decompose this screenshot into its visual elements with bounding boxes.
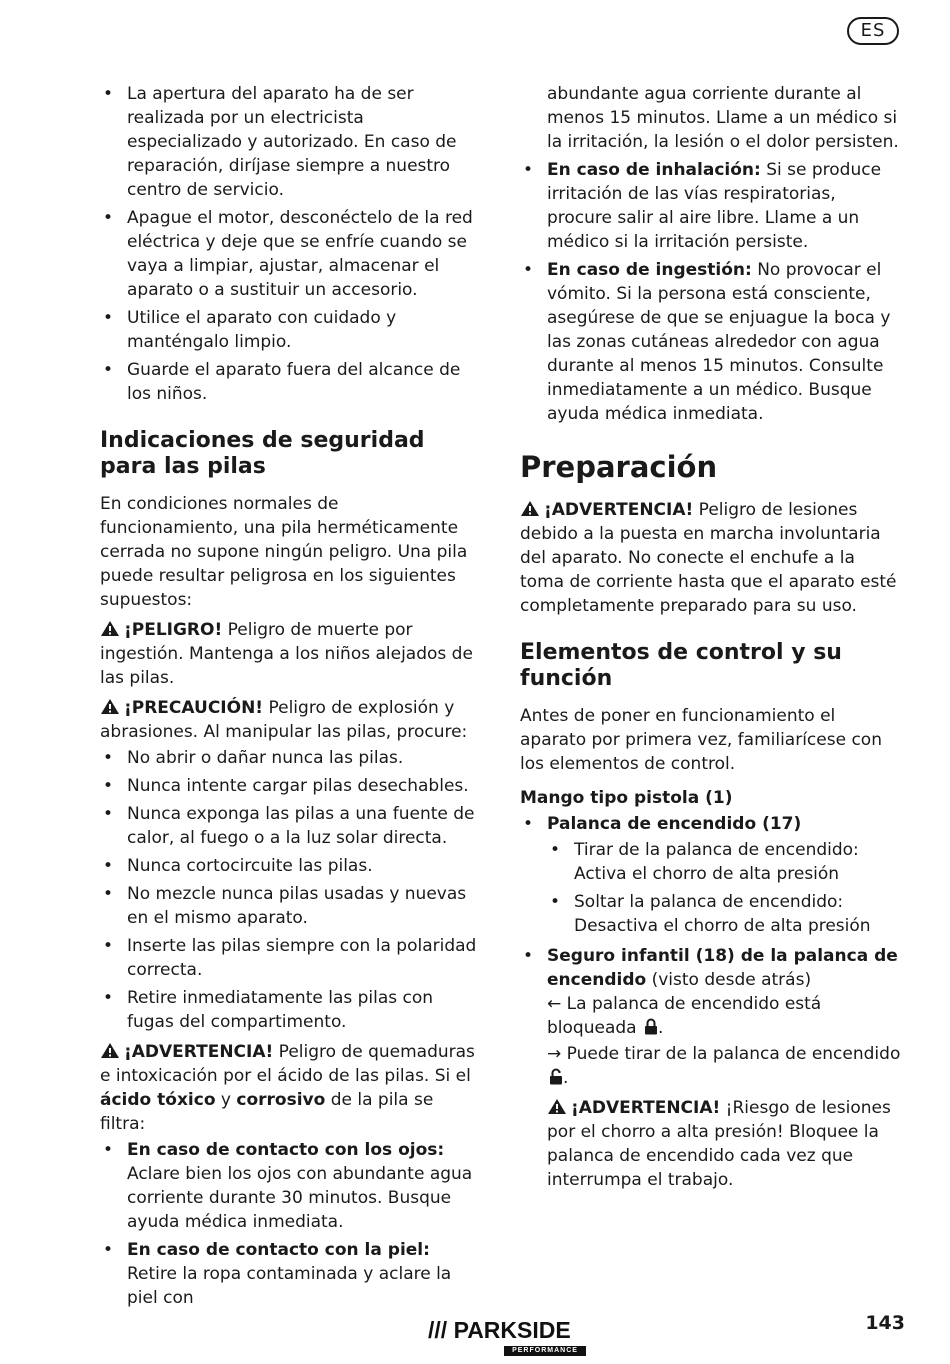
period: .: [563, 1068, 569, 1088]
list-item: • Utilice el aparato con cuidado y manténgalo limpio.: [100, 306, 480, 354]
list-item: • No mezcle nunca pilas usadas y nuevas en el mismo aparato.: [100, 882, 480, 930]
list-item: [520, 812, 904, 938]
lock-closed-icon: [644, 1018, 658, 1035]
brand-wordmark: [428, 1316, 588, 1344]
language-badge: ES: [847, 17, 899, 45]
warning-triangle-icon: [520, 500, 540, 517]
list-item: • Retire inmediatamente las pilas con fugas del compartimento.: [100, 986, 480, 1034]
period: .: [657, 1018, 664, 1038]
first-aid-list: [100, 1138, 480, 1310]
skin-text: Retire la ropa contaminada y aclare la piel con: [127, 1264, 452, 1308]
list-item: [520, 944, 904, 1192]
list-item: • Inserte las pilas siempre con la polaridad correcta.: [100, 934, 480, 982]
controls-list: [520, 812, 904, 1192]
warning-text: y: [215, 1090, 237, 1110]
list-item: [520, 258, 904, 426]
arrow-right-icon: →: [547, 1044, 562, 1064]
warning-text: de la pila se filtra:: [100, 1090, 434, 1134]
final-warning-paragraph: [547, 1096, 904, 1192]
list-item: • Soltar la palanca de encendido: Desactiva el chorro de alta presión: [547, 890, 904, 938]
warning-triangle-icon: [100, 698, 120, 715]
unlocked-text: Puede tirar de la palanca de encendido: [561, 1044, 901, 1064]
lock-open-icon: [549, 1068, 563, 1085]
list-item: • No abrir o dañar nunca las pilas.: [100, 746, 480, 770]
warning-triangle-icon: [100, 620, 120, 637]
warning-text: Peligro de quemaduras e intoxicación por el ácido de las pilas. Si el: [100, 1042, 475, 1086]
battery-intro-paragraph: En condiciones normales de funcionamiento, una pila herméticamente cerrada no supone ningún peligro. Una pila puede resultar peligrosa en los siguientes supuestos:: [100, 494, 468, 610]
skin-text-continued: abundante agua corriente durante al menos 15 minutos. Llame a un médico si la irritación, la lesión o el dolor persisten.: [547, 84, 899, 152]
brand-slashes: ///: [428, 1317, 448, 1343]
battery-safety-heading: Indicaciones de seguridad para las pilas: [100, 428, 425, 479]
arrow-left-icon: ←: [547, 994, 562, 1014]
inhalation-label: En caso de inhalación:: [547, 160, 761, 180]
list-item: • Nunca cortocircuite las pilas.: [100, 854, 480, 878]
page-number: 143: [865, 1312, 905, 1334]
corrosive-term: corrosivo: [236, 1090, 326, 1110]
acid-warning-paragraph: [100, 1040, 480, 1136]
list-item: [520, 158, 904, 254]
warning-text: Peligro de lesiones debido a la puesta en marcha involuntaria del aparato. No conecte el enchufe a la toma de corriente hasta que el aparato esté completamente preparado para su uso.: [520, 500, 897, 616]
list-item: • Nunca exponga las pilas a una fuente de calor, al fuego o a la luz solar directa.: [100, 802, 480, 850]
controls-heading: Elementos de control y su función: [520, 640, 842, 691]
warning-label: ¡ADVERTENCIA!: [544, 500, 694, 520]
list-item: [100, 1138, 480, 1234]
brand-name: PARKSIDE: [453, 1317, 571, 1343]
trigger-label: Palanca de encendido (17): [547, 814, 802, 834]
warning-label: ¡ADVERTENCIA!: [571, 1098, 721, 1118]
caution-bullet-list: [100, 746, 480, 1034]
warning-label: ¡ADVERTENCIA!: [124, 1042, 274, 1062]
child-lock-label: Seguro infantil (18) de la palanca de encendido: [547, 946, 898, 990]
child-lock-text: (visto desde atrás): [646, 970, 812, 990]
pistol-grip-heading: Mango tipo pistola (1): [520, 788, 733, 808]
brand-subline: PERFORMANCE: [504, 1346, 586, 1356]
caution-paragraph: [100, 696, 480, 744]
first-aid-list-continued: [520, 158, 904, 426]
list-item: • Apague el motor, desconéctelo de la red eléctrica y deje que se enfríe cuando se vaya a limpiar, ajustar, almacenar el aparato o a sustituir un accesorio.: [100, 206, 480, 302]
danger-text: Peligro de muerte por ingestión. Mantenga a los niños alejados de las pilas.: [100, 620, 473, 688]
eyes-label: En caso de contacto con los ojos:: [127, 1140, 445, 1160]
skin-label: En caso de contacto con la piel:: [127, 1240, 430, 1260]
list-item: • Nunca intente cargar pilas desechables.: [100, 774, 480, 798]
controls-intro: Antes de poner en funcionamiento el aparato por primera vez, familiarícese con los elementos de control.: [520, 706, 882, 774]
prep-warning-paragraph: [520, 498, 904, 618]
warning-triangle-icon: [100, 1042, 120, 1059]
ingestion-label: En caso de ingestión:: [547, 260, 752, 280]
warning-triangle-icon: [547, 1098, 567, 1115]
chapter-title: Preparación: [520, 450, 718, 484]
left-column: [100, 82, 480, 1316]
danger-label: ¡PELIGRO!: [124, 620, 223, 640]
list-item: • Guarde el aparato fuera del alcance de los niños.: [100, 358, 480, 406]
trigger-sub-list: [547, 838, 904, 938]
parkside-logo: [428, 1316, 588, 1356]
locked-line: [547, 992, 904, 1040]
inhalation-text: Si se produce irritación de las vías respiratorias, procure salir al aire libre. Llame a un médico si la irritación persiste.: [547, 160, 882, 252]
toxic-acid-term: ácido tóxico: [100, 1090, 216, 1110]
intro-bullet-list: [100, 82, 480, 406]
list-item: • La apertura del aparato ha de ser realizada por un electricista especializado y autorizado. En caso de reparación, diríjase siempre a nuestro centro de servicio.: [100, 82, 480, 202]
ingestion-text: No provocar el vómito. Si la persona está consciente, asegúrese de que se enjuague la boca y las zonas cutáneas alrededor con agua durante al menos 15 minutos. Consulte inmediatamente a un médico. Busque ayuda médica inmediata.: [547, 260, 891, 424]
list-item: • Tirar de la palanca de encendido: Activa el chorro de alta presión: [547, 838, 904, 886]
eyes-text: Aclare bien los ojos con abundante agua corriente durante 30 minutos. Busque ayuda médica inmediata.: [127, 1164, 473, 1232]
warning-text: ¡Riesgo de lesiones por el chorro a alta presión! Bloquee la palanca de encendido cada vez que interrumpa el trabajo.: [547, 1098, 891, 1190]
list-item: [100, 1238, 480, 1310]
danger-paragraph: [100, 618, 480, 690]
caution-text: Peligro de explosión y abrasiones. Al manipular las pilas, procure:: [100, 698, 468, 742]
unlocked-line: [547, 1042, 904, 1090]
right-column: [520, 82, 904, 1198]
caution-label: ¡PRECAUCIÓN!: [124, 698, 264, 718]
locked-text: La palanca de encendido está bloqueada: [547, 994, 822, 1038]
